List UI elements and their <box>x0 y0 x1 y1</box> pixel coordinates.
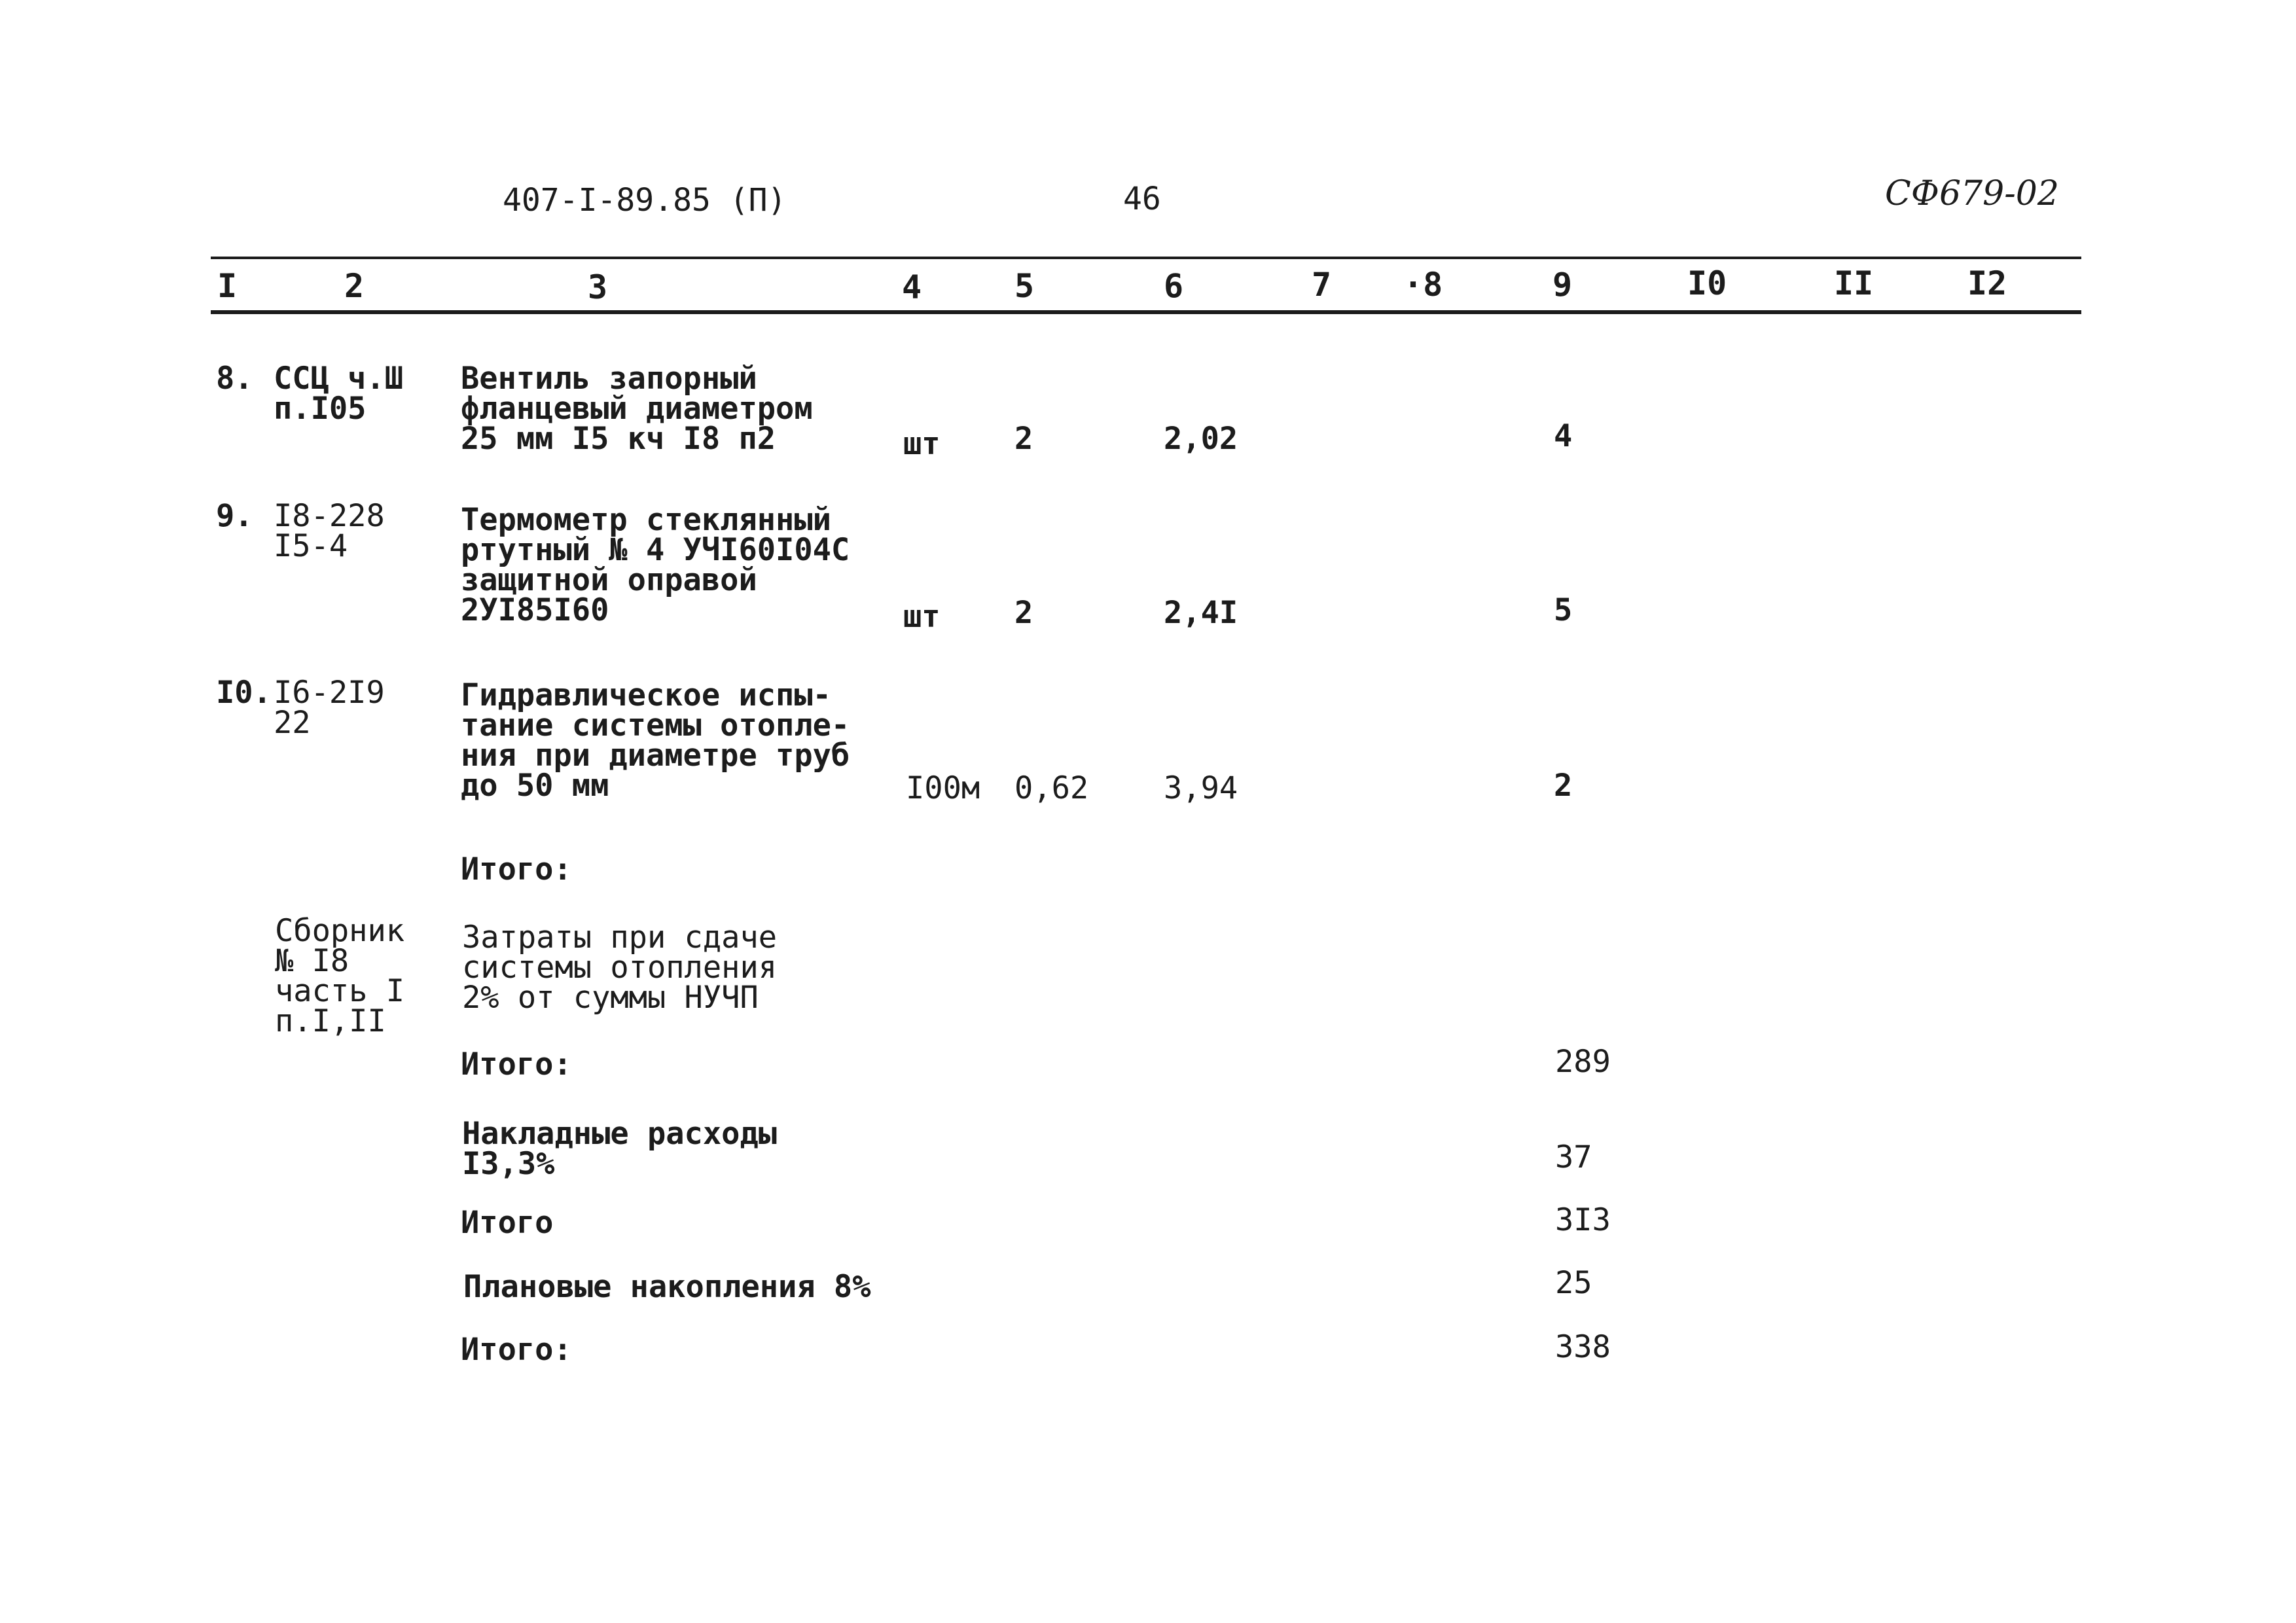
row-quantity: 2 <box>1014 595 1033 631</box>
grand-total-value: 338 <box>1555 1329 1611 1365</box>
subtotal-label: Итого: <box>461 851 572 887</box>
subtotal-label: Итого <box>461 1205 554 1241</box>
grand-total-label: Итого: <box>461 1332 572 1368</box>
document-code: 407-I-89.85 (П) <box>503 182 787 219</box>
column-header-11: II <box>1834 264 1874 302</box>
column-header-1: I <box>217 267 238 305</box>
column-header-4: 4 <box>902 268 922 306</box>
planned-savings-label: Плановые накопления 8% <box>463 1269 871 1305</box>
subtotal-label: Итого: <box>461 1046 572 1082</box>
page-number: 46 <box>1123 181 1161 217</box>
row-total: 5 <box>1554 592 1573 628</box>
column-header-3: 3 <box>588 268 608 306</box>
row-quantity: 2 <box>1014 421 1033 457</box>
row-unit: I00м <box>906 770 980 806</box>
row-quantity: 0,62 <box>1014 770 1089 806</box>
row-total: 4 <box>1554 418 1573 454</box>
column-header-6: 6 <box>1164 267 1184 305</box>
column-header-8: ·8 <box>1403 266 1443 304</box>
row-reference: I8-228 I5-4 <box>274 498 385 564</box>
row-reference: ССЦ ч.Ш п.I05 <box>274 361 404 427</box>
archive-stamp: СФ679-02 <box>1885 174 2059 213</box>
column-header-5: 5 <box>1014 267 1035 305</box>
column-header-12: I2 <box>1967 264 2007 302</box>
column-header-9: 9 <box>1552 266 1573 304</box>
row-number: 9. <box>216 498 253 534</box>
column-header-10: I0 <box>1687 264 1727 302</box>
row-total: 2 <box>1554 768 1573 804</box>
row-unit-price: 2,02 <box>1164 421 1238 457</box>
row-number: I0. <box>216 675 272 711</box>
subtotal-value: 289 <box>1555 1044 1611 1080</box>
row-number: 8. <box>216 361 253 397</box>
overhead-label: Накладные расходы I3,3% <box>462 1116 778 1182</box>
row-description: Вентиль запорный фланцевый диаметром 25 мм I5 кч I8 п2 <box>461 361 813 457</box>
row-unit-price: 3,94 <box>1164 770 1238 806</box>
row-unit: шт <box>903 599 941 635</box>
collection-reference: Сборник № I8 часть I п.I,II <box>275 913 405 1039</box>
row-reference: I6-2I9 22 <box>274 675 385 741</box>
column-header-2: 2 <box>344 267 365 305</box>
row-unit-price: 2,4I <box>1164 595 1238 631</box>
header-top-rule <box>211 257 2081 259</box>
row-unit: шт <box>903 426 941 462</box>
overhead-value: 37 <box>1555 1139 1592 1175</box>
row-description: Термометр стеклянный ртутный № 4 УЧI60I04С защитной оправой 2УI85I60 <box>461 502 850 628</box>
planned-savings-value: 25 <box>1555 1265 1592 1301</box>
subtotal-value: 3I3 <box>1555 1202 1611 1238</box>
column-header-7: 7 <box>1312 266 1332 304</box>
handover-costs-description: Затраты при сдаче системы отопления 2% от суммы НУЧП <box>462 919 778 1016</box>
row-description: Гидравлическое испы- тание системы отопле- ния при диаметре труб до 50 мм <box>461 677 850 804</box>
header-bottom-rule <box>211 310 2081 314</box>
